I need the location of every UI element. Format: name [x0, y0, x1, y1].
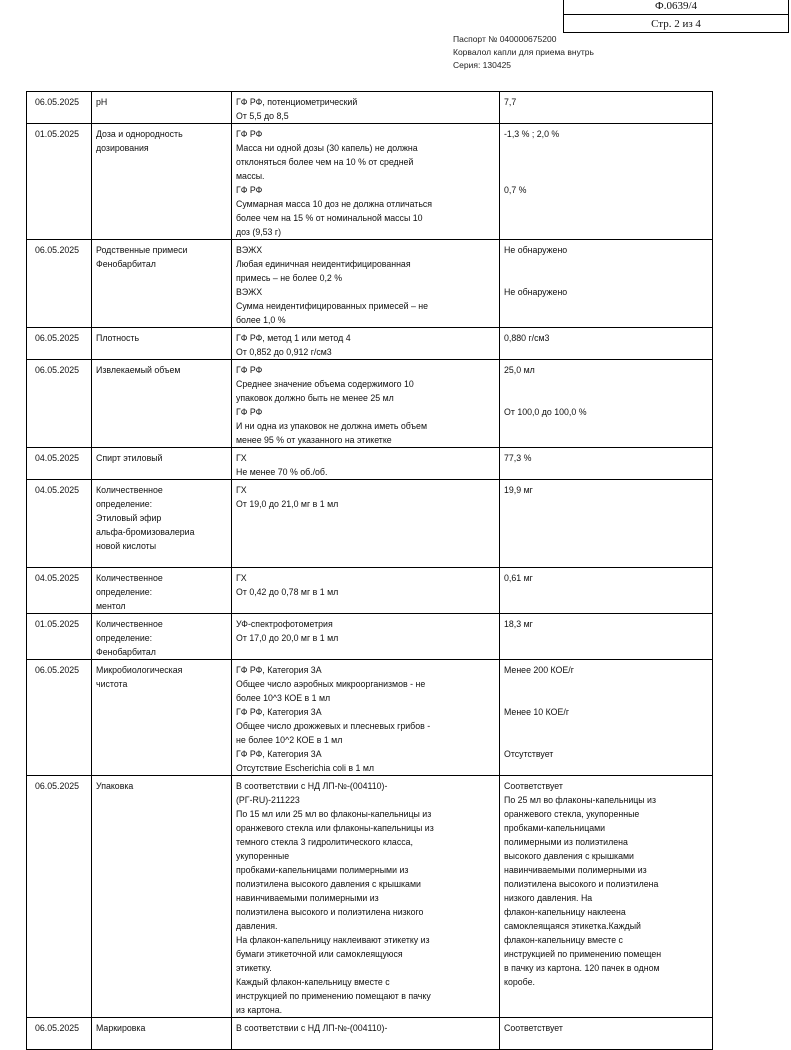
cell-method-line: И ни одна из упаковок не должна иметь объем [236, 421, 427, 431]
cell-result-line [504, 719, 708, 733]
cell-parameter-line: определение: [96, 499, 153, 509]
cell-method-line: пробками-капельницами полимерными из [236, 865, 409, 875]
cell-result-line: 7,7 [504, 97, 517, 107]
product-name: Корвалол капли для приема внутрь [453, 47, 594, 57]
cell-parameter-line: Доза и однородность [96, 129, 183, 139]
cell-parameter-line: Маркировка [96, 1023, 146, 1033]
form-id-box [563, 0, 789, 33]
cell-parameter [92, 776, 232, 1018]
cell-method-line: Общее число аэробных микроорганизмов - не [236, 679, 426, 689]
cell-method [232, 240, 500, 328]
cell-parameter-line: Родственные примеси [96, 245, 188, 255]
cell-method-line: ГФ РФ, потенциометрический [236, 97, 358, 107]
cell-method [232, 1018, 500, 1050]
cell-method-line: темного стекла 3 гидролитического класса, [236, 837, 413, 847]
cell-method-line: ВЭЖХ [236, 245, 263, 255]
cell-parameter [92, 660, 232, 776]
table-row [27, 660, 713, 776]
cell-method-line: упаковок должно быть не менее 25 мл [236, 393, 394, 403]
cell-method-line: более чем на 15 % от номинальной массы 10 [236, 213, 423, 223]
cell-result-line: -1,3 % ; 2,0 % [504, 129, 560, 139]
cell-method [232, 360, 500, 448]
cell-method-line: ВЭЖХ [236, 287, 263, 297]
cell-method-line: ГФ РФ [236, 129, 263, 139]
cell-result-line [504, 271, 708, 285]
cell-method-line: бумаги этикеточной или самоклеящуюся [236, 949, 403, 959]
cell-parameter-line: Этиловый эфир [96, 513, 162, 523]
test-results-table [26, 91, 713, 1050]
cell-result-line: По 25 мл во флаконы-капельницы из [504, 795, 656, 805]
cell-result-line [504, 391, 708, 405]
cell-method-line: примесь – не более 0,2 % [236, 273, 343, 283]
table-row [27, 124, 713, 240]
cell-method [232, 480, 500, 568]
table-row [27, 92, 713, 124]
cell-method-line: Сумма неидентифицированных примесей – не [236, 301, 429, 311]
cell-result-line: 0,7 % [504, 185, 527, 195]
cell-result [500, 92, 713, 124]
cell-method-line: этикетку. [236, 963, 272, 973]
cell-parameter-line: Количественное [96, 573, 163, 583]
cell-date: 06.05.2025 [27, 660, 92, 776]
cell-method-line: более 1,0 % [236, 315, 286, 325]
cell-date: 04.05.2025 [27, 568, 92, 614]
cell-method-line: ГХ [236, 573, 247, 583]
cell-date: 06.05.2025 [27, 328, 92, 360]
cell-method-line: более 10^3 КОЕ в 1 мл [236, 693, 331, 703]
cell-method-line: Общее число дрожжевых и плесневых грибов - [236, 721, 431, 731]
cell-method [232, 568, 500, 614]
cell-result-line: флакон-капельницу вместе с [504, 935, 623, 945]
cell-method [232, 660, 500, 776]
cell-method-line: инструкцией по применению помещают в пачку [236, 991, 431, 1001]
cell-method-line: От 0,852 до 0,912 г/см3 [236, 347, 332, 357]
cell-result-line: Менее 200 КОЕ/г [504, 665, 574, 675]
cell-parameter-line: Количественное [96, 619, 163, 629]
cell-result [500, 660, 713, 776]
cell-result [500, 124, 713, 240]
cell-parameter-line: ментол [96, 601, 126, 611]
page-number: Стр. 2 из 4 [651, 18, 701, 30]
cell-result-line: 25,0 мл [504, 365, 535, 375]
cell-parameter-line: альфа-бромизовалериа [96, 527, 195, 537]
cell-date: 06.05.2025 [27, 776, 92, 1018]
cell-method-line: ГФ РФ, Категория 3А [236, 749, 322, 759]
cell-result-line: 18,3 мг [504, 619, 533, 629]
cell-method-line: ГХ [236, 485, 247, 495]
cell-result-line: От 100,0 до 100,0 % [504, 407, 587, 417]
series-number: Серия: 130425 [453, 60, 512, 70]
cell-result [500, 448, 713, 480]
cell-result [500, 1018, 713, 1050]
cell-result-line: коробе. [504, 977, 535, 987]
cell-method-line: из картона. [236, 1005, 283, 1015]
cell-method-line: ГФ РФ [236, 407, 263, 417]
table-row [27, 360, 713, 448]
table-row [27, 480, 713, 568]
table-row [27, 448, 713, 480]
passport-number: Паспорт № 040000675200 [453, 34, 557, 44]
cell-parameter [92, 1018, 232, 1050]
cell-method-line: На флакон-капельницу наклеивают этикетку из [236, 935, 430, 945]
cell-method-line: давления. [236, 921, 278, 931]
cell-result-line [504, 377, 708, 391]
cell-method-line: Любая единичная неидентифицированная [236, 259, 411, 269]
cell-parameter-line: Фенобарбитал [96, 647, 156, 657]
cell-method-line: УФ-спектрофотометрия [236, 619, 333, 629]
cell-method-line: От 19,0 до 21,0 мг в 1 мл [236, 499, 339, 509]
cell-method-line: навинчиваемыми полимерными из [236, 893, 379, 903]
cell-parameter-line: Извлекаемый объем [96, 365, 181, 375]
cell-date: 04.05.2025 [27, 448, 92, 480]
cell-method-line: не более 10^2 КОЕ в 1 мл [236, 735, 343, 745]
cell-method-line: (РГ-RU)-211223 [236, 795, 300, 805]
cell-parameter [92, 448, 232, 480]
cell-result-line: Соответствует [504, 1023, 563, 1033]
cell-result [500, 480, 713, 568]
cell-result-line [504, 155, 708, 169]
cell-parameter-line: Спирт этиловый [96, 453, 163, 463]
cell-result-line: высокого давления с крышками [504, 851, 634, 861]
cell-date: 06.05.2025 [27, 360, 92, 448]
cell-method [232, 92, 500, 124]
cell-result [500, 776, 713, 1018]
cell-parameter [92, 328, 232, 360]
cell-result-line: 77,3 % [504, 453, 532, 463]
cell-method-line: Не менее 70 % об./об. [236, 467, 328, 477]
cell-method-line: ГФ РФ, метод 1 или метод 4 [236, 333, 351, 343]
table-row [27, 776, 713, 1018]
cell-result-line: пробками-капельницами [504, 823, 606, 833]
cell-method [232, 328, 500, 360]
cell-parameter-line: Плотность [96, 333, 140, 343]
cell-method-line: оранжевого стекла или флаконы-капельницы из [236, 823, 434, 833]
cell-method [232, 124, 500, 240]
cell-result [500, 328, 713, 360]
cell-method-line: полиэтилена высокого и полиэтилена низкого [236, 907, 424, 917]
cell-method [232, 776, 500, 1018]
cell-parameter-line [96, 553, 227, 567]
cell-method-line: укупоренные [236, 851, 290, 861]
cell-result-line: навинчиваемыми полимерными из [504, 865, 647, 875]
cell-method-line: Каждый флакон-капельницу вместе с [236, 977, 390, 987]
cell-result-line: полимерными из полиэтилена [504, 837, 628, 847]
cell-parameter [92, 614, 232, 660]
cell-method-line: В соответствии с НД ЛП-№-(004110)- [236, 1023, 388, 1033]
cell-parameter [92, 360, 232, 448]
cell-result [500, 240, 713, 328]
cell-method-line: От 5,5 до 8,5 [236, 111, 289, 121]
cell-method-line: ГХ [236, 453, 247, 463]
passport-header [453, 33, 594, 72]
cell-method-line: отклоняться более чем на 10 % от средней [236, 157, 414, 167]
form-code: Ф.0639/4 [564, 0, 788, 15]
cell-result-line: флакон-капельницу наклеена [504, 907, 626, 917]
cell-result-line: полиэтилена высокого и полиэтилена [504, 879, 659, 889]
cell-date: 04.05.2025 [27, 480, 92, 568]
cell-date: 01.05.2025 [27, 124, 92, 240]
table-row [27, 328, 713, 360]
cell-result-line: Соответствует [504, 781, 563, 791]
cell-method-line: Среднее значение объема содержимого 10 [236, 379, 414, 389]
cell-parameter [92, 92, 232, 124]
cell-method-line: Масса ни одной дозы (30 капель) не должна [236, 143, 418, 153]
cell-method-line: Отсутствие Escherichia coli в 1 мл [236, 763, 375, 773]
cell-parameter-line: определение: [96, 587, 153, 597]
cell-parameter-line: Фенобарбитал [96, 259, 156, 269]
cell-parameter [92, 480, 232, 568]
cell-date: 01.05.2025 [27, 614, 92, 660]
table-row [27, 240, 713, 328]
cell-parameter-line: Упаковка [96, 781, 134, 791]
cell-result-line [504, 169, 708, 183]
cell-parameter-line: Микробиологическая [96, 665, 183, 675]
cell-parameter-line: Количественное [96, 485, 163, 495]
cell-method-line [236, 1035, 495, 1049]
cell-result-line [504, 733, 708, 747]
cell-parameter-line: новой кислоты [96, 541, 157, 551]
cell-date: 06.05.2025 [27, 240, 92, 328]
cell-result-line: Менее 10 КОЕ/г [504, 707, 570, 717]
cell-method-line: менее 95 % от указанного на этикетке [236, 435, 392, 445]
cell-result-line: 0,61 мг [504, 573, 533, 583]
cell-parameter [92, 240, 232, 328]
cell-method-line: Суммарная масса 10 доз не должна отличаться [236, 199, 433, 209]
cell-parameter-line: дозирования [96, 143, 149, 153]
cell-method-line: ГФ РФ [236, 185, 263, 195]
cell-method-line: От 17,0 до 20,0 мг в 1 мл [236, 633, 339, 643]
cell-result-line: самоклеящаяся этикетка.Каждый [504, 921, 641, 931]
cell-parameter [92, 124, 232, 240]
cell-result-line: Отсутствует [504, 749, 554, 759]
cell-result [500, 568, 713, 614]
cell-result-line: 19,9 мг [504, 485, 533, 495]
cell-date: 06.05.2025 [27, 1018, 92, 1050]
cell-result-line: в пачку из картона. 120 пачек в одном [504, 963, 660, 973]
table-row [27, 568, 713, 614]
cell-method [232, 614, 500, 660]
cell-parameter-line: определение: [96, 633, 153, 643]
cell-result-line [504, 691, 708, 705]
cell-method-line: ГФ РФ, Категория 3А [236, 665, 322, 675]
table-row [27, 1018, 713, 1050]
cell-method-line: В соответствии с НД ЛП-№-(004110)- [236, 781, 388, 791]
cell-parameter-line: pH [96, 97, 108, 107]
cell-method-line: массы. [236, 171, 265, 181]
cell-result-line [504, 677, 708, 691]
cell-date: 06.05.2025 [27, 92, 92, 124]
cell-result [500, 360, 713, 448]
cell-method-line: ГФ РФ [236, 365, 263, 375]
cell-result-line [504, 257, 708, 271]
cell-method-line: ГФ РФ, Категория 3А [236, 707, 322, 717]
cell-method-line: От 0,42 до 0,78 мг в 1 мл [236, 587, 339, 597]
cell-result-line: оранжевого стекла, укупоренные [504, 809, 640, 819]
cell-parameter [92, 568, 232, 614]
cell-result-line [504, 141, 708, 155]
cell-parameter-line: чистота [96, 679, 128, 689]
cell-method [232, 448, 500, 480]
cell-result-line: инструкцией по применению помещен [504, 949, 662, 959]
cell-method-line: По 15 мл или 25 мл во флаконы-капельницы из [236, 809, 432, 819]
table-row [27, 614, 713, 660]
cell-result [500, 614, 713, 660]
cell-result-line: Не обнаружено [504, 245, 568, 255]
cell-method-line: доз (9,53 г) [236, 227, 282, 237]
cell-result-line: низкого давления. На [504, 893, 593, 903]
cell-result-line: Не обнаружено [504, 287, 568, 297]
cell-result-line: 0,880 г/см3 [504, 333, 550, 343]
cell-method-line: полиэтилена высокого давления с крышками [236, 879, 421, 889]
